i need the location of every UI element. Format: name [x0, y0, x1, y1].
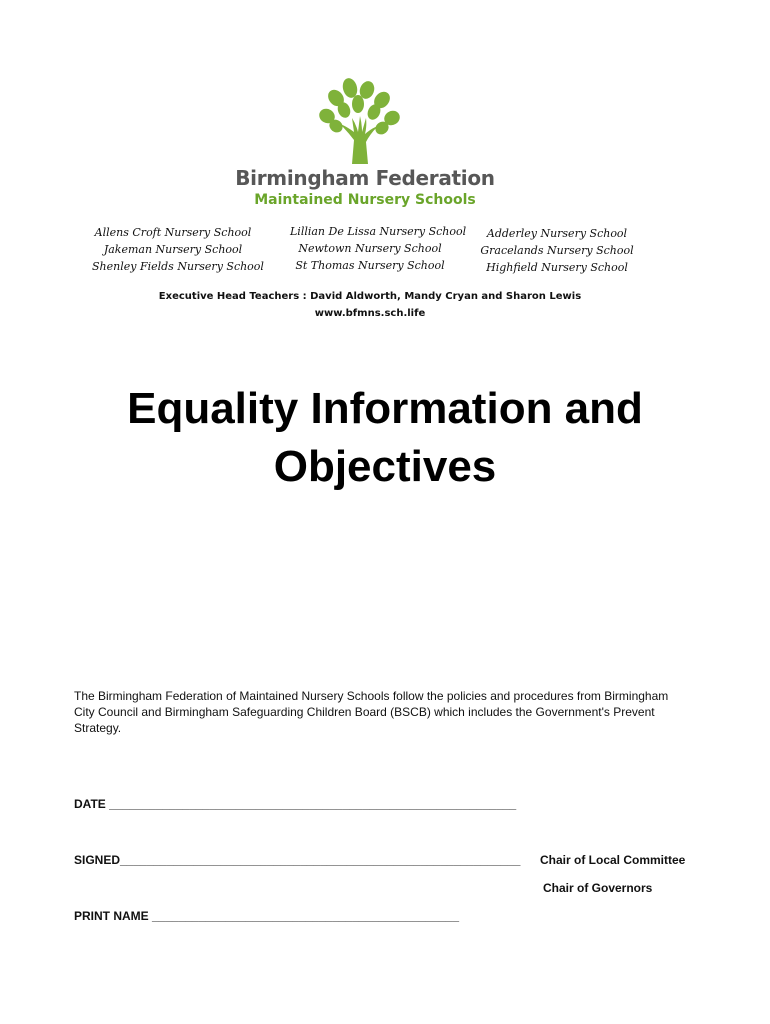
school-name: Gracelands Nursery School	[480, 244, 634, 257]
role-governors: Chair of Governors	[543, 881, 653, 895]
policy-statement: The Birmingham Federation of Maintained Nursery Schools follow the policies and procedures from Birmingham City Council and Birmingham Safeguarding Children Board (BSCB) which includes the Government's Prevent Strategy.	[74, 689, 669, 735]
head-teachers: Executive Head Teachers : David Aldworth, Mandy Cryan and Sharon Lewis	[158, 291, 582, 302]
title-line-1: Equality Information and	[127, 384, 643, 433]
school-name: Newtown Nursery School	[298, 242, 442, 255]
schools-column-3	[477, 225, 637, 276]
print-name-field: PRINT NAME ______________________________________________	[74, 909, 459, 923]
date-field: DATE _____________________________________________________________	[74, 797, 517, 811]
page-title	[60, 380, 710, 496]
school-name: Allens Croft Nursery School	[94, 226, 252, 239]
school-name: Highfield Nursery School	[486, 261, 628, 274]
schools-column-2	[290, 223, 467, 274]
schools-column-1	[92, 224, 264, 275]
org-name: Birmingham Federation	[235, 166, 495, 190]
title-line-2: Objectives	[273, 442, 497, 491]
school-name: Jakeman Nursery School	[103, 243, 243, 256]
school-name: St Thomas Nursery School	[295, 259, 445, 272]
school-name: Adderley Nursery School	[486, 227, 628, 240]
role-local-committee: Chair of Local Committee	[540, 853, 686, 867]
school-name: Lillian De Lissa Nursery School	[290, 225, 467, 238]
tree-hand-icon	[312, 74, 408, 164]
school-name: Shenley Fields Nursery School	[92, 260, 264, 273]
signed-field: SIGNED____________________________________________________________	[74, 853, 521, 867]
website-url: www.bfmns.sch.life	[314, 308, 426, 319]
org-subtitle: Maintained Nursery Schools	[254, 192, 476, 208]
